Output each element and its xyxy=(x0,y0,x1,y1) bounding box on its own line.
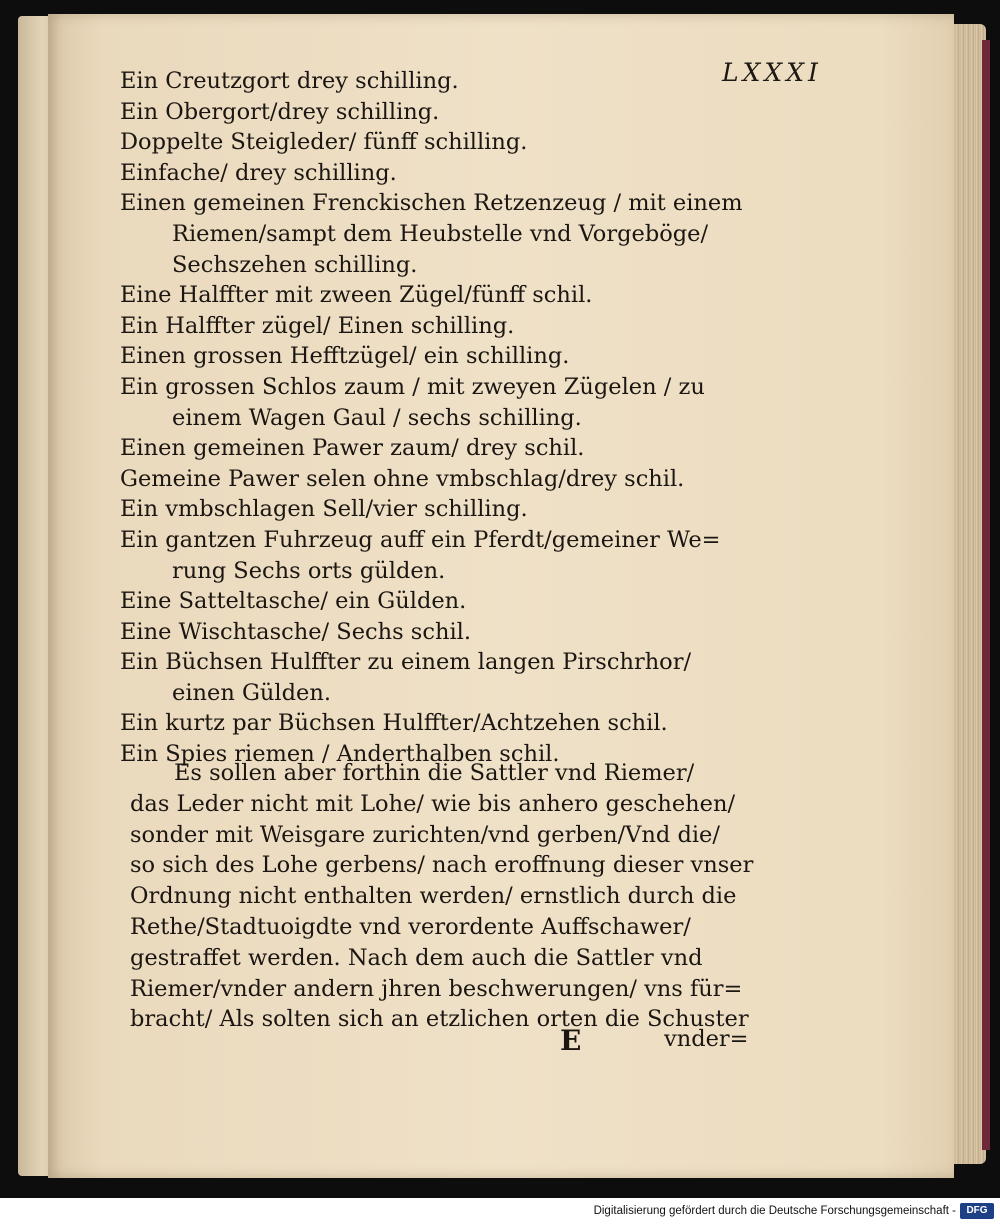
signature-mark: E xyxy=(560,1024,582,1057)
folio-number: LXXXI xyxy=(722,58,822,87)
entry-line: Eine Satteltasche/ ein Gülden. xyxy=(120,588,467,615)
list-item xyxy=(120,280,760,311)
entry-line: Riemen/sampt dem Heubstelle vnd Vorgeböge/ xyxy=(172,220,709,247)
entry-line: Eine Wischtasche/ Sechs schil. xyxy=(120,618,471,645)
entry-line: Ein kurtz par Büchsen Hulffter/Achtzehen schil. xyxy=(120,710,668,737)
footer-bar xyxy=(0,1198,1000,1225)
list-item xyxy=(120,341,760,372)
paragraph-line: Riemer/vnder andern jhren beschwerungen/ vns für= xyxy=(130,975,743,1002)
entry-line: einen Gülden. xyxy=(172,679,331,706)
paragraph-line: sonder mit Weisgare zurichten/vnd gerben/Vnd die/ xyxy=(130,821,720,848)
entry-line: Ein vmbschlagen Sell/vier schilling. xyxy=(120,496,528,523)
entry-line: Einen grossen Hefftzügel/ ein schilling. xyxy=(120,343,570,370)
paragraph-line: Ordnung nicht enthalten werden/ ernstlich durch die xyxy=(130,883,737,910)
price-list xyxy=(120,66,760,770)
red-cover-edge xyxy=(982,40,990,1150)
paragraph-line: gestraffet werden. Nach dem auch die Sattler vnd xyxy=(130,944,703,971)
entry-line: Ein Obergort/drey schilling. xyxy=(120,98,440,125)
entry-line: rung Sechs orts gülden. xyxy=(172,557,446,584)
paragraph-line: so sich des Lohe gerbens/ nach eroffnung dieser vnser xyxy=(130,852,754,879)
list-item xyxy=(120,97,760,128)
paragraph-line: bracht/ Als solten sich an etzlichen orten die Schuster xyxy=(130,1006,749,1033)
entry-line: Ein Creutzgort drey schilling. xyxy=(120,68,459,94)
entry-line: Einfache/ drey schilling. xyxy=(120,159,397,186)
dfg-logo: DFG xyxy=(960,1203,994,1219)
entry-line: Ein Spies riemen / Anderthalben schil. xyxy=(120,741,560,768)
entry-line: Sechszehen schilling. xyxy=(172,251,418,278)
list-item xyxy=(120,525,760,586)
list-item xyxy=(120,464,760,495)
list-item xyxy=(120,433,760,464)
entry-line: Ein gantzen Fuhrzeug auff ein Pferdt/gemeiner We= xyxy=(120,526,721,553)
paragraph-line: Es sollen aber forthin die Sattler vnd Riemer/ xyxy=(174,760,695,786)
list-item xyxy=(120,708,760,739)
list-item xyxy=(120,158,760,189)
list-item xyxy=(120,494,760,525)
catchword: vnder= xyxy=(664,1026,749,1052)
entry-line: Ein grossen Schlos zaum / mit zweyen Zügelen / zu xyxy=(120,373,705,400)
entry-line: Ein Büchsen Hulffter zu einem langen Pirschrhor/ xyxy=(120,649,692,676)
list-item xyxy=(120,647,760,708)
ordinance-paragraph xyxy=(130,758,754,1035)
footer-credit: Digitalisierung gefördert durch die Deutsche Forschungsgemeinschaft - xyxy=(593,1205,956,1217)
entry-line: Gemeine Pawer selen ohne vmbschlag/drey schil. xyxy=(120,465,685,492)
list-item xyxy=(120,586,760,617)
entry-line: Ein Halffter zügel/ Einen schilling. xyxy=(120,312,515,339)
list-item xyxy=(120,372,760,433)
entry-line: Eine Halffter mit zween Zügel/fünff schil. xyxy=(120,282,593,309)
entry-line: Einen gemeinen Pawer zaum/ drey schil. xyxy=(120,435,585,462)
list-item xyxy=(120,617,760,648)
list-item xyxy=(120,127,760,158)
entry-line: Doppelte Steigleder/ fünff schilling. xyxy=(120,129,528,156)
list-item xyxy=(120,66,760,97)
entry-line: einem Wagen Gaul / sechs schilling. xyxy=(172,404,582,431)
paragraph-line: das Leder nicht mit Lohe/ wie bis anhero geschehen/ xyxy=(130,790,736,817)
entry-line: Einen gemeinen Frenckischen Retzenzeug / mit einem xyxy=(120,190,743,217)
list-item xyxy=(120,311,760,342)
paragraph-line: Rethe/Stadtuoigdte vnd verordente Auffschawer/ xyxy=(130,913,691,940)
list-item xyxy=(120,188,760,280)
